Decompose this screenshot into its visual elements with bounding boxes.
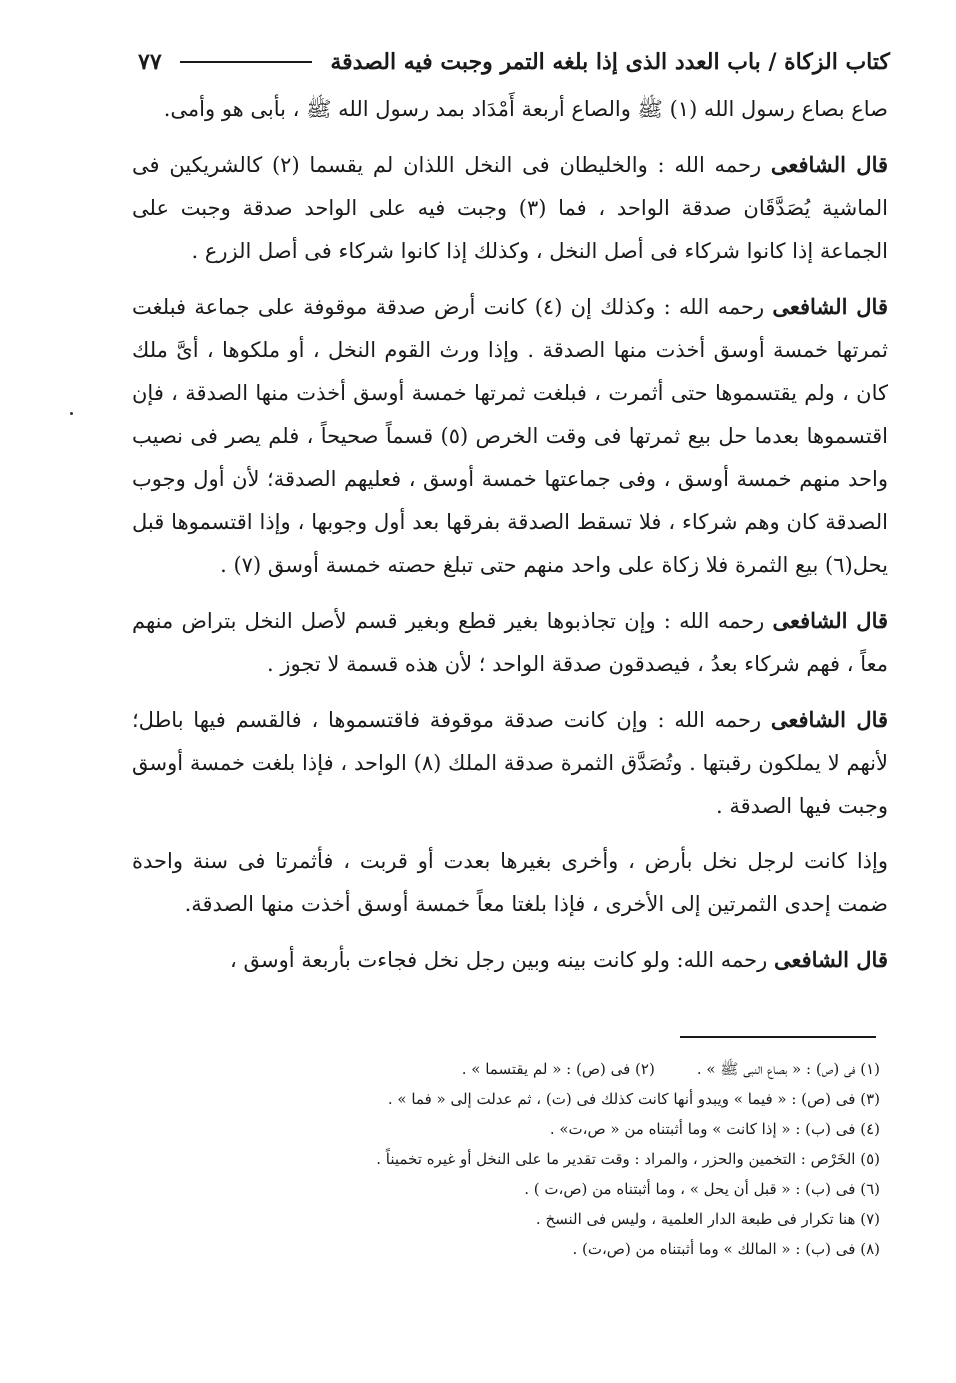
margin-speck [70, 412, 73, 415]
speaker-label: قال الشافعى [770, 152, 889, 177]
speaker-label: قال الشافعى [773, 947, 888, 972]
main-text [132, 88, 888, 982]
paragraph-2 [132, 143, 888, 273]
page-number: ٧٧ [138, 49, 162, 75]
paragraph-4-text: رحمه الله : وإن تجاذبوها بغير قطع وبغير قسم لأصل النخل بتراض منهم معاً ، فهم شركاء بعدُ ، فيصدقون صدقة الواحد ؛ لأن هذه قسمة لا تجوز . [132, 609, 888, 676]
running-title: كتاب الزكاة / باب العدد الذى إذا بلغه التمر وجبت فيه الصدقة [330, 49, 890, 75]
header-rule [180, 61, 313, 63]
footnote-1: (١) فى (ص) : « بصاع النبى ﷺ » . [696, 1060, 880, 1078]
paragraph-4 [132, 599, 888, 686]
paragraph-3 [132, 285, 888, 587]
footnote-5: (٥) الخَرْص : التخمين والحزر ، والمراد : وقت تقدير ما على النخل أو غيره تخميناً . [376, 1150, 880, 1168]
paragraph-3-text: رحمه الله : وكذلك إن (٤) كانت أرض صدقة موقوفة على جماعة فبلغت ثمرتها خمسة أوسق أخذت منها الصدقة . وإذا ورث القوم النخل ، أو ملكوها ، أىَّ ملك كان ، ولم يقتسموها حتى أثمرت ، فبلغت ثمرتها خمسة أوسق أخذت منها الصدقة ، فإن اقتسموها بعدما حل بيع ثمرتها فى وقت الخرص (٥) قسماً صحيحاً ، فلم يصر فى نصيب واحد منهم خمسة أوسق ، وفى جماعتها خمسة أوسق ، فعليهم الصدقة؛ لأن أول وجوب الصدقة كان وهم شركاء ، فلا تسقط الصدقة بفرقها بعد أول وجوبها ، وإذا اقتسموها قبل يحل(٦) بيع الثمرة فلا زكاة على واحد منهم حتى تبلغ حصته خمسة أوسق (٧) . [132, 295, 888, 577]
footnote-row [300, 1174, 880, 1204]
speaker-label: قال الشافعى [772, 294, 888, 319]
paragraph-5 [132, 698, 888, 828]
footnote-2: (٢) فى (ص) : « لم يقتسما » . [461, 1060, 655, 1078]
footnote-row [300, 1084, 880, 1114]
paragraph-7 [132, 938, 888, 982]
footnote-row [300, 1204, 880, 1234]
paragraph-2-text: رحمه الله : والخليطان فى النخل اللذان لم يقسما (٢) كالشريكين فى الماشية يُصَدَّقَان صدقة الواحد ، فما (٣) وجبت فيه على الواحد صدقة وجبت على الجماعة إذا كانوا شركاء فى أصل النخل ، وكذلك إذا كانوا شركاء فى أصل الزرع . [132, 153, 888, 263]
paragraph-1-text: صاع بصاع رسول الله (١) ﷺ والصاع أربعة أَمْدَاد بمد رسول الله ﷺ ، بأبى هو وأمى. [163, 97, 888, 121]
running-header [138, 42, 890, 82]
footnote-7: (٧) هنا تكرار فى طبعة الدار العلمية ، وليس فى النسخ . [535, 1210, 880, 1228]
paragraph-7-text: رحمه الله: ولو كانت بينه وبين رجل نخل فجاءت بأربعة أوسق ، [230, 948, 774, 972]
footnote-6: (٦) فى (ب) : « قبل أن يحل » ، وما أثبتناه من (ص،ت ) . [524, 1180, 880, 1198]
speaker-label: قال الشافعى [770, 707, 889, 732]
footnote-row [300, 1114, 880, 1144]
footnote-row [300, 1234, 880, 1264]
footnote-8: (٨) فى (ب) : « المالك » وما أثبتناه من (ص،ت) . [572, 1240, 880, 1258]
footnote-row [300, 1054, 880, 1084]
paragraph-6 [132, 840, 888, 926]
paragraph-6-text: وإذا كانت لرجل نخل بأرض ، وأخرى بغيرها بعدت أو قربت ، فأثمرتا فى سنة واحدة ضمت إحدى الثمرتين إلى الأخرى ، فإذا بلغتا معاً خمسة أوسق أخذت منها الصدقة. [132, 849, 888, 916]
footnote-3: (٣) فى (ص) : « فيما » ويبدو أنها كانت كذلك فى (ت) ، ثم عدلت إلى « فما » . [387, 1090, 880, 1108]
paragraph-5-text: رحمه الله : وإن كانت صدقة موقوفة فاقتسموها ، فالقسم فيها باطل؛ لأنهم لا يملكون رقبتها . وتُصَدَّق الثمرة صدقة الملك (٨) الواحد ، فإذا بلغت خمسة أوسق وجبت فيها الصدقة . [132, 708, 888, 818]
footnote-separator [680, 1036, 876, 1038]
footnote-row [300, 1144, 880, 1174]
speaker-label: قال الشافعى [772, 608, 889, 633]
footnote-4: (٤) فى (ب) : « إذا كانت » وما أثبتناه من « ص،ت» . [549, 1120, 880, 1138]
footnotes [300, 1054, 880, 1264]
paragraph-1 [132, 88, 888, 131]
